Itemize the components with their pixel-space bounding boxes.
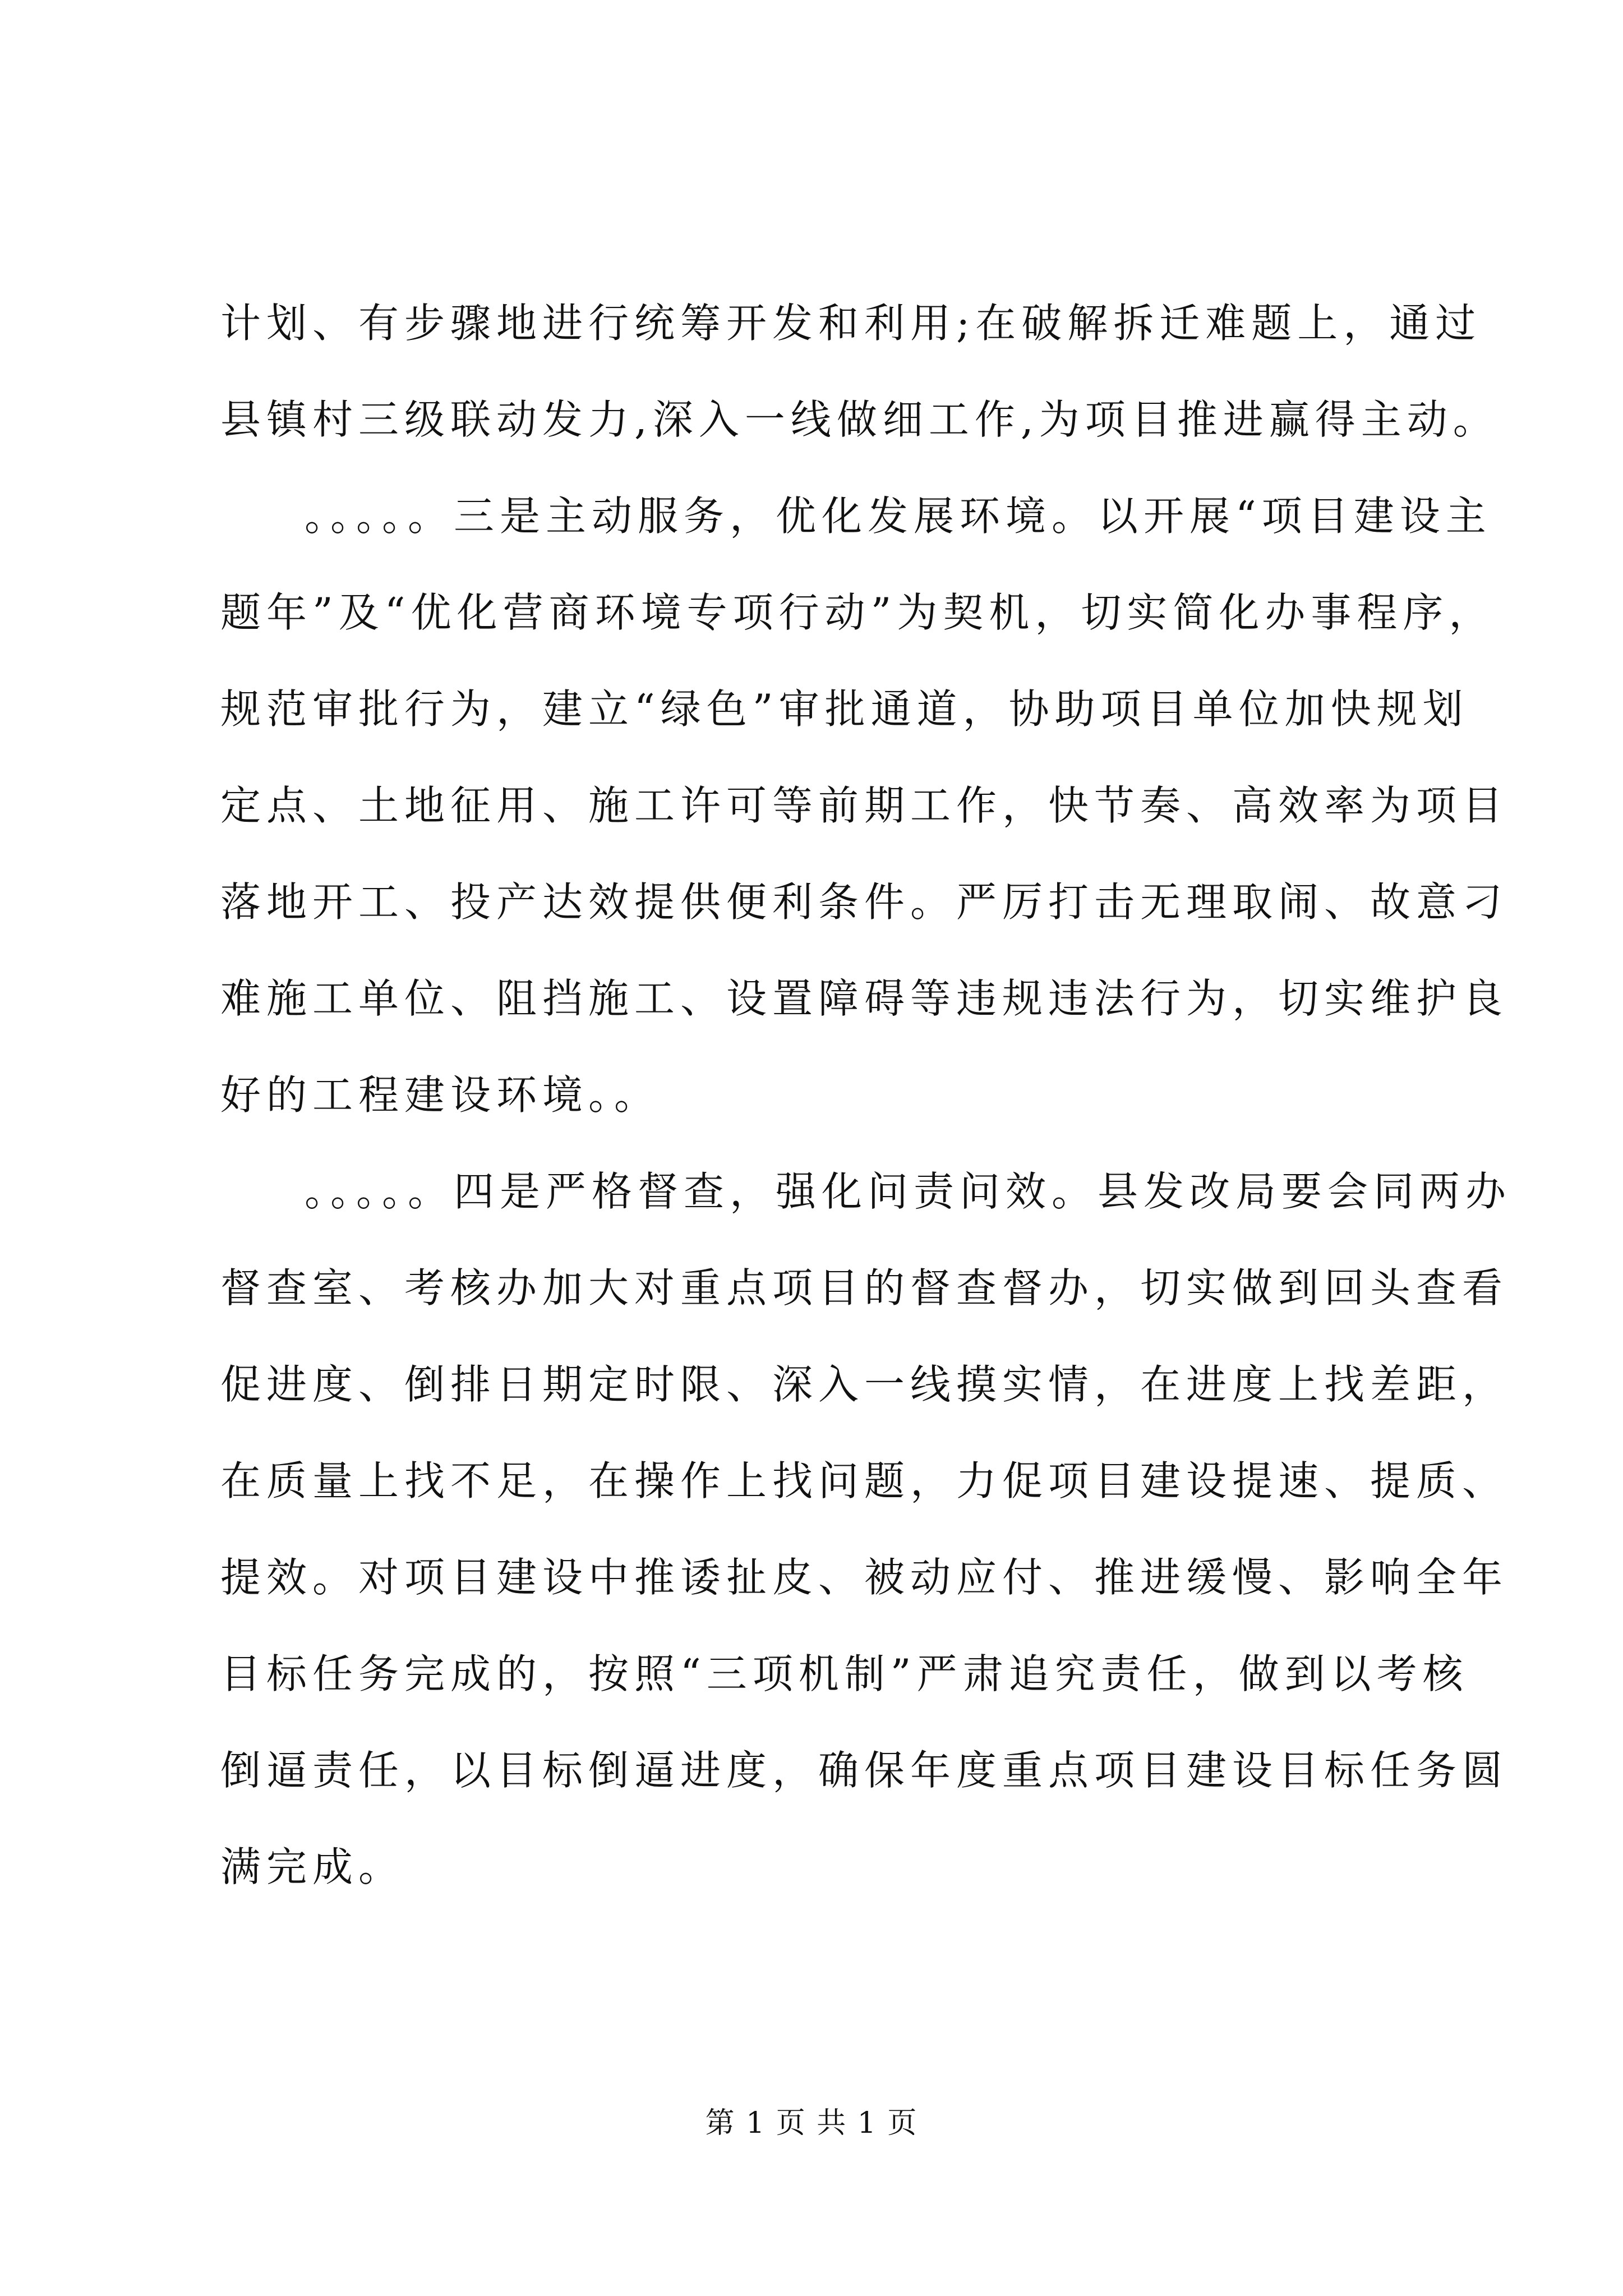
paragraph-start-line: 。。。。。四是严格督查，强化问责问效。县发改局要会同两办	[305, 1168, 1512, 1215]
text-line: 规范审批行为，建立“绿色”审批通道，协助项目单位加快规划	[220, 685, 1469, 733]
text-line: 督查室、考核办加大对重点项目的督查督办，切实做到回头查看	[220, 1264, 1509, 1312]
document-body	[220, 300, 1512, 1943]
text-line: 目标任务完成的，按照“三项机制”严肃追究责任，做到以考核	[220, 1650, 1469, 1697]
page-number-label: 第 1 页 共 1 页	[705, 2106, 918, 2140]
page-footer	[0, 2106, 1623, 2140]
text-line: 在质量上找不足，在操作上找问题，力促项目建设提速、提质、	[220, 1457, 1509, 1504]
text-line: 县镇村三级联动发力,深入一线做细工作,为项目推进赢得主动。	[220, 396, 1499, 443]
text-line: 满完成。	[220, 1843, 405, 1890]
text-line: 促进度、倒排日期定时限、深入一线摸实情，在进度上找差距，	[220, 1361, 1509, 1408]
paragraph-start-line: 。。。。。三是主动服务，优化发展环境。以开展“项目建设主	[305, 493, 1492, 540]
text-line: 难施工单位、阻挡施工、设置障碍等违规违法行为，切实维护良	[220, 975, 1509, 1022]
text-line: 提效。对项目建设中推诿扯皮、被动应付、推进缓慢、影响全年	[220, 1554, 1509, 1601]
text-line: 好的工程建设环境。。	[220, 1071, 661, 1119]
text-line: 定点、土地征用、施工许可等前期工作，快节奏、高效率为项目	[220, 782, 1509, 829]
text-line: 题年”及“优化营商环境专项行动”为契机，切实简化办事程序，	[220, 589, 1495, 636]
text-line: 落地开工、投产达效提供便利条件。严厉打击无理取闹、故意刁	[220, 878, 1509, 926]
text-line: 倒逼责任，以目标倒逼进度，确保年度重点项目建设目标任务圆	[220, 1747, 1509, 1794]
text-line: 计划、有步骤地进行统筹开发和利用;在破解拆迁难题上，通过	[220, 300, 1482, 347]
